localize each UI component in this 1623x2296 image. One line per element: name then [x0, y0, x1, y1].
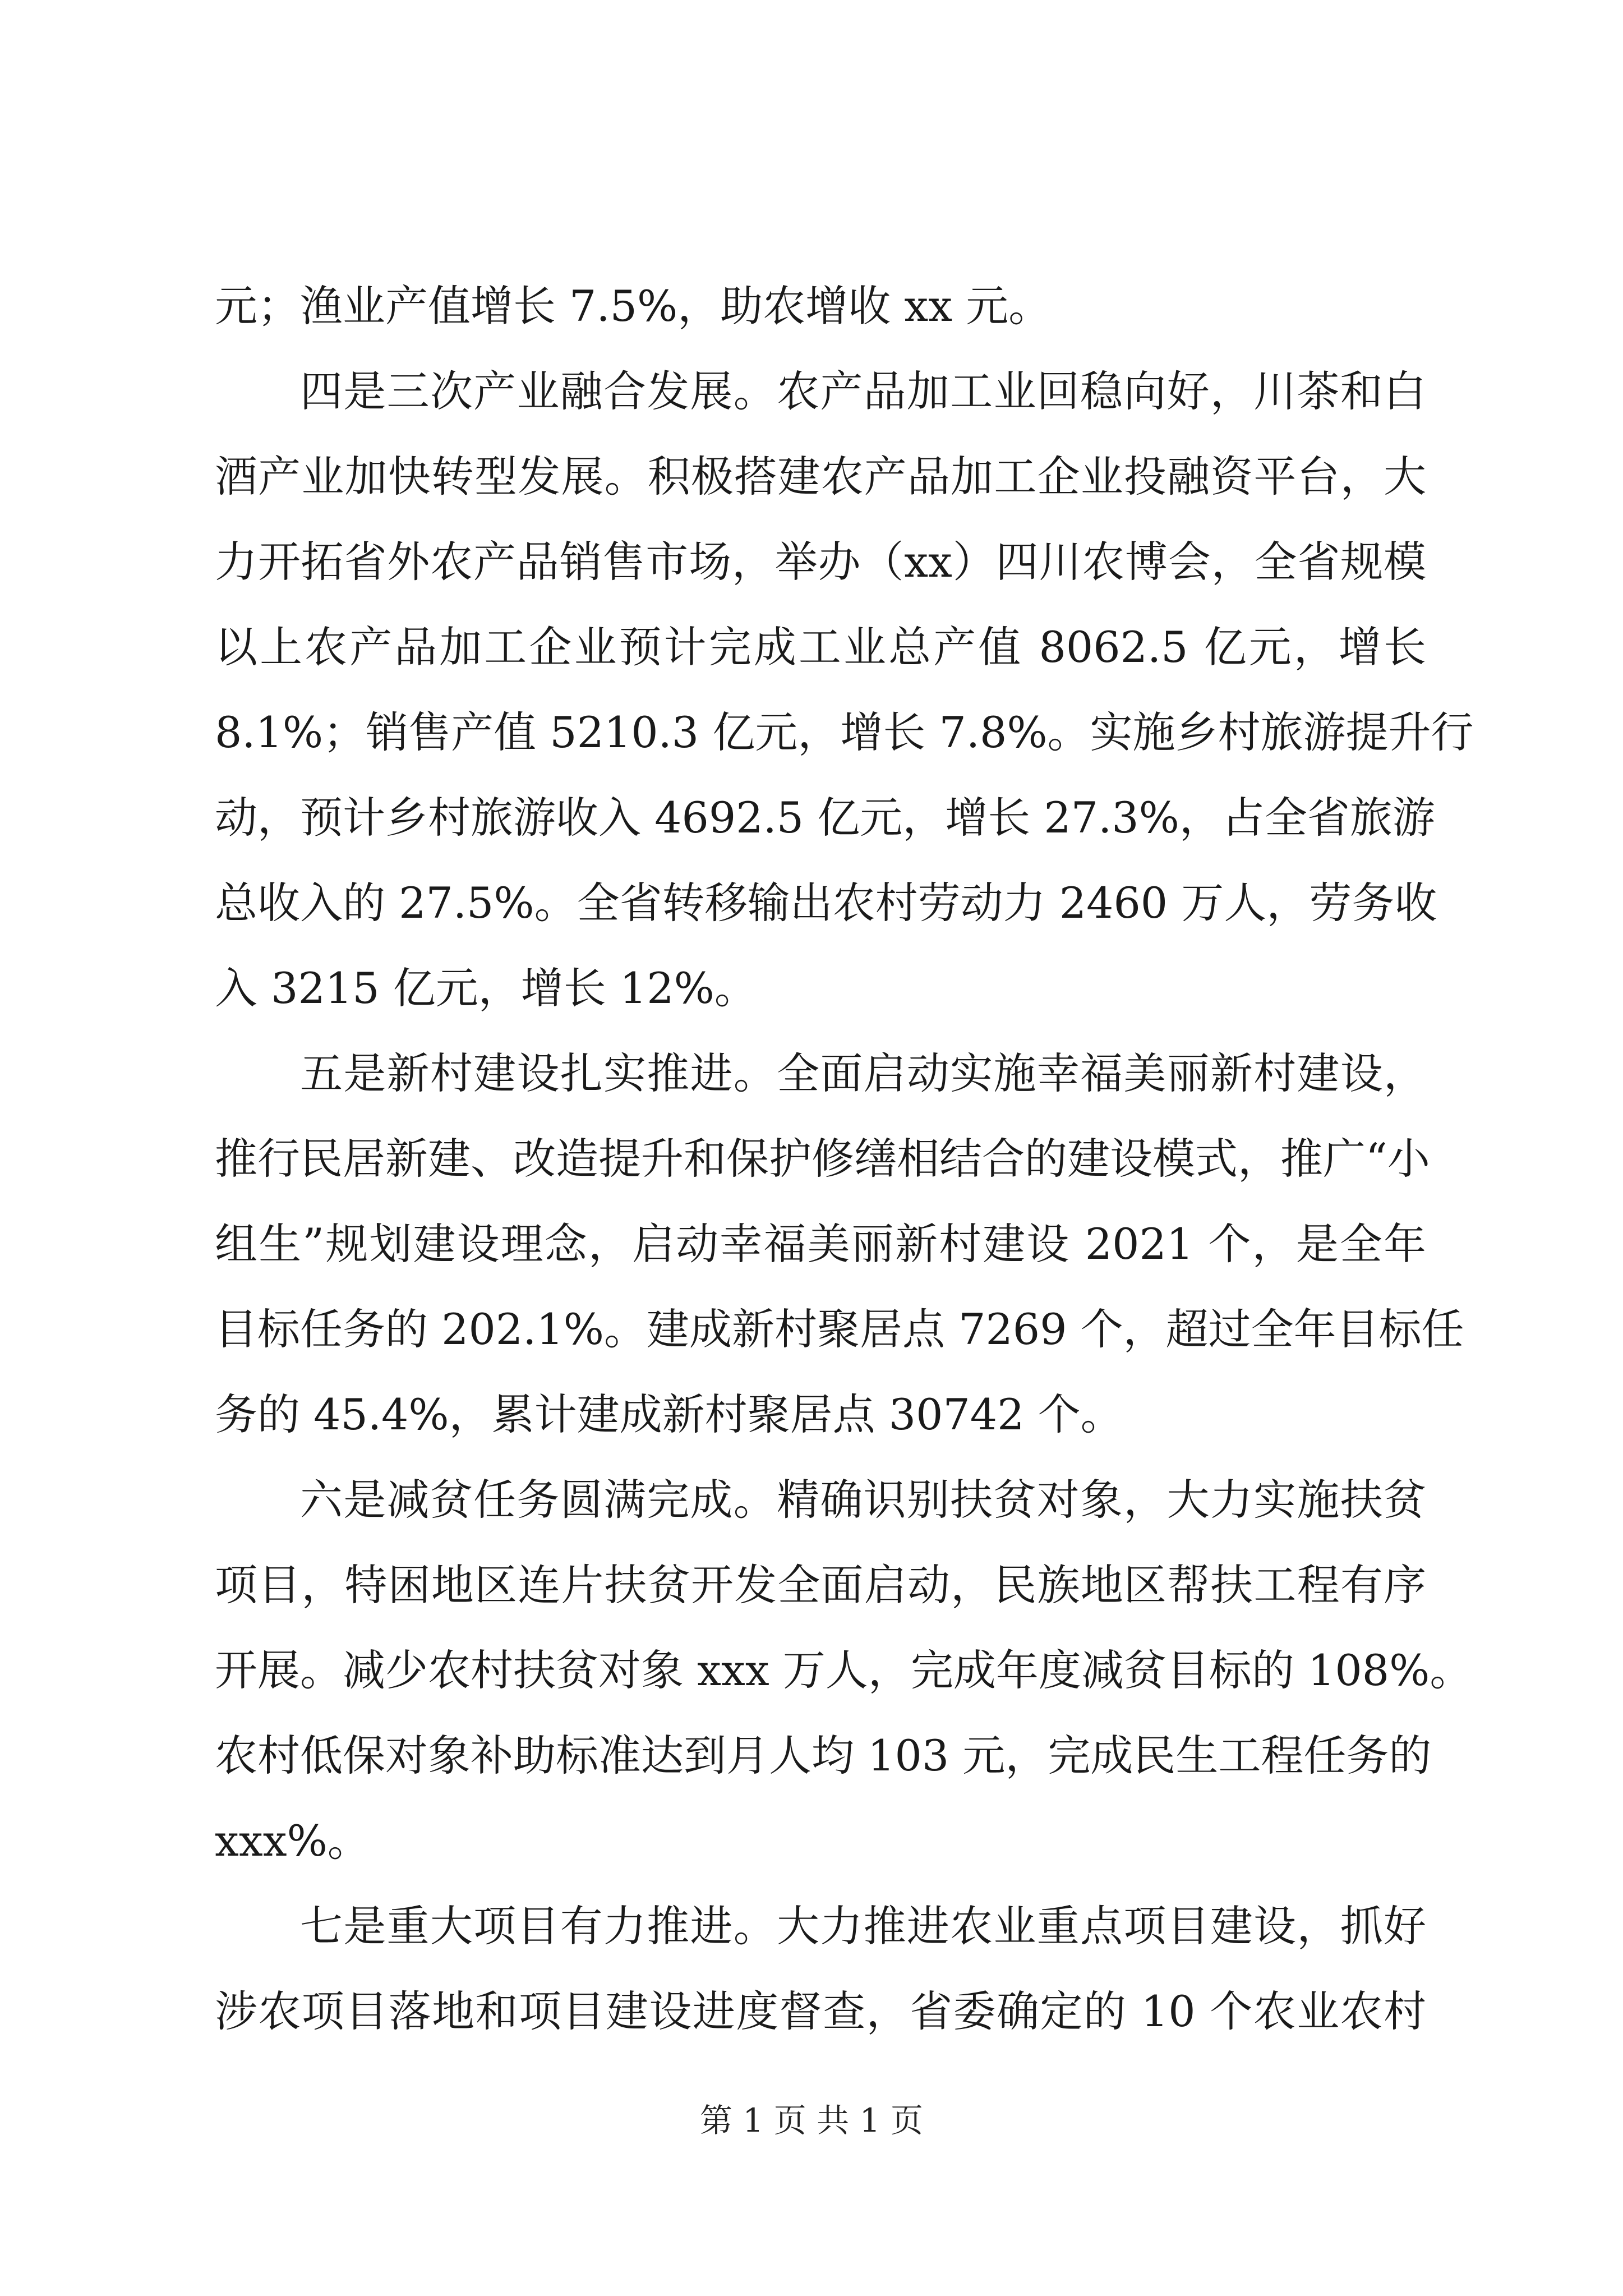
paragraph-continuation — [215, 264, 1426, 349]
page-number-label: 第 1 页 共 1 页 — [700, 2101, 923, 2139]
text-line: 农村低保对象补助标准达到月人均 103 元，完成民生工程任务的 — [215, 1731, 1432, 1780]
text-line: 8.1%；销售产值 5210.3 亿元，增长 7.8%。实施乡村旅游提升行 — [215, 707, 1474, 757]
text-line: 涉农项目落地和项目建设进度督查，省委确定的 10 个农业农村 — [215, 1986, 1426, 2036]
text-line: 组生”规划建设理念，启动幸福美丽新村建设 2021 个，是全年 — [215, 1219, 1426, 1269]
text-line: 五是新村建设扎实推进。全面启动实施幸福美丽新村建设， — [300, 1048, 1426, 1098]
text-line: 动，预计乡村旅游收入 4692.5 亿元，增长 27.3%，占全省旅游 — [215, 793, 1435, 843]
document-body — [215, 264, 1474, 2054]
text-line: 项目，特困地区连片扶贫开发全面启动，民族地区帮扶工程有序 — [215, 1560, 1426, 1610]
text-line: 总收入的 27.5%。全省转移输出农村劳动力 2460 万人，劳务收 — [215, 878, 1437, 928]
text-line: xxx%。 — [215, 1816, 370, 1866]
text-line: 六是减贫任务圆满完成。精确识别扶贫对象，大力实施扶贫 — [300, 1475, 1426, 1525]
paragraph-four — [215, 349, 1474, 1031]
text-line: 四是三次产业融合发展。农产品加工业回稳向好，川茶和白 — [300, 366, 1426, 416]
page-footer — [0, 2098, 1623, 2143]
paragraph-seven — [215, 1884, 1426, 2054]
text-line: 七是重大项目有力推进。大力推进农业重点项目建设，抓好 — [300, 1901, 1426, 1951]
text-line: 入 3215 亿元，增长 12%。 — [215, 963, 757, 1013]
paragraph-five — [215, 1031, 1464, 1457]
text-line: 力开拓省外农产品销售市场，举办（xx）四川农博会，全省规模 — [215, 537, 1426, 587]
text-line: 开展。减少农村扶贫对象 xxx 万人，完成年度减贫目标的 108%。 — [215, 1645, 1473, 1695]
text-line: 元；渔业产值增长 7.5%，助农增收 xx 元。 — [215, 281, 1052, 331]
text-line: 务的 45.4%，累计建成新村聚居点 30742 个。 — [215, 1389, 1123, 1439]
paragraph-six — [215, 1457, 1473, 1884]
text-line: 目标任务的 202.1%。建成新村聚居点 7269 个，超过全年目标任 — [215, 1304, 1464, 1354]
text-line: 推行民居新建、改造提升和保护修缮相结合的建设模式，推广“小 — [215, 1134, 1430, 1184]
text-line: 以上农产品加工企业预计完成工业总产值 8062.5 亿元，增长 — [215, 622, 1426, 672]
text-line: 酒产业加快转型发展。积极搭建农产品加工企业投融资平台，大 — [215, 452, 1426, 501]
